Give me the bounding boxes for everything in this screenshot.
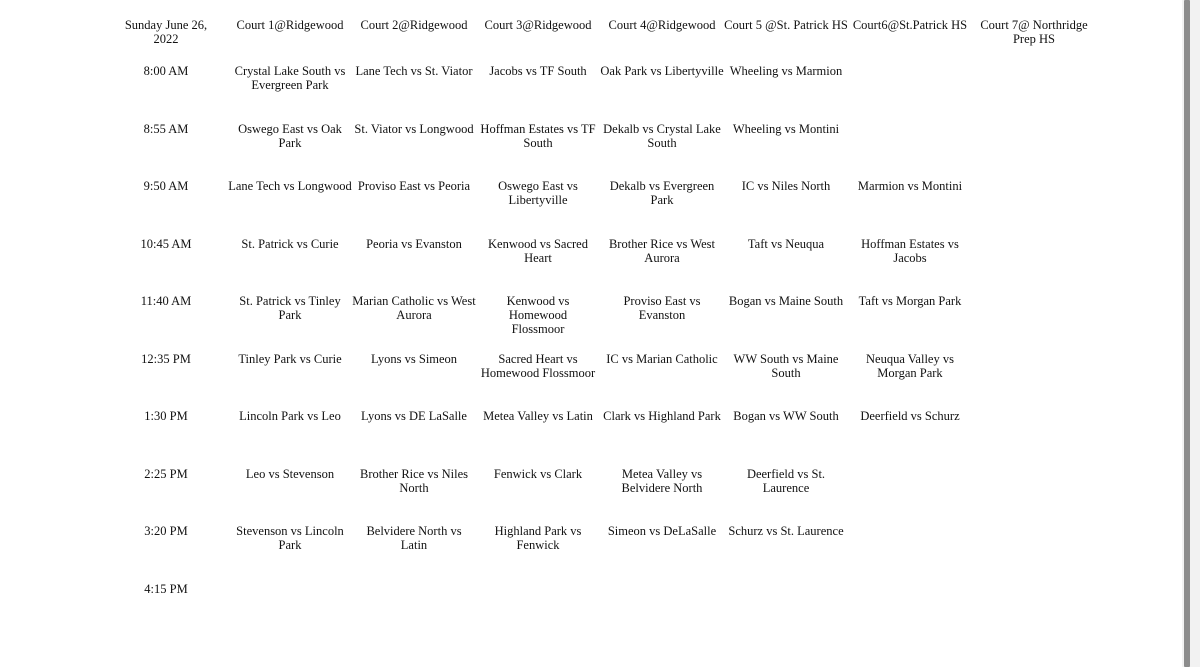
game-cell: [352, 467, 476, 525]
game-line-2: Evergreen Park: [251, 78, 329, 92]
game-cell: [600, 409, 724, 467]
time-label: 3:20 PM: [144, 524, 188, 538]
game-cell: [600, 582, 724, 640]
game-cell: [228, 237, 352, 295]
game-cell: [972, 294, 1096, 352]
schedule-body: [104, 64, 1096, 639]
game-line-1: Marmion vs Montini: [857, 179, 963, 193]
time-label: 8:55 AM: [143, 121, 189, 136]
game-line-1: Kenwood vs Sacred: [488, 236, 588, 251]
time-label: 1:30 PM: [144, 409, 188, 423]
game-line-2: Belvidere North: [621, 480, 703, 495]
game-line-1: Wheeling vs Montini: [732, 121, 840, 136]
court-4-header: [600, 18, 724, 64]
game-line-2: North: [399, 480, 429, 495]
game-line-1: Kenwood vs Homewood: [506, 294, 570, 322]
game-cell: [848, 409, 972, 467]
game-line-2: Jacobs: [893, 250, 927, 265]
game-line-1: Highland Park vs: [494, 524, 582, 538]
game-cell: [972, 467, 1096, 525]
game-cell: [352, 524, 476, 582]
game-line-2: Evanston: [638, 308, 686, 322]
game-cell: [848, 524, 972, 582]
game-line-1: Clark vs Highland Park: [603, 409, 721, 423]
game-line-1: Lincoln Park vs Leo: [239, 409, 341, 423]
game-cell: [724, 122, 848, 180]
game-line-1: Jacobs vs TF South: [489, 64, 587, 78]
game-line-1: Brother Rice vs Niles: [360, 466, 468, 481]
time-label: 9:50 AM: [143, 179, 189, 193]
game-cell: [972, 524, 1096, 582]
game-cell: [476, 294, 600, 352]
game-line-2: Park: [278, 135, 302, 150]
game-cell: [228, 294, 352, 352]
game-cell: [972, 64, 1096, 122]
game-line-2: Morgan Park: [877, 365, 943, 380]
time-slot-row: [104, 409, 1096, 467]
game-cell: [724, 294, 848, 352]
game-line-1: Tinley Park vs Curie: [238, 351, 342, 366]
game-cell: [352, 409, 476, 467]
game-line-2: Aurora: [644, 250, 680, 265]
game-line-1: Hoffman Estates vs: [861, 236, 959, 251]
game-cell: [352, 122, 476, 180]
time-label: 8:00 AM: [143, 64, 189, 78]
time-label: 4:15 PM: [144, 581, 188, 596]
game-cell: [476, 179, 600, 237]
date-header: [104, 18, 228, 64]
game-line-1: Proviso East vs Peoria: [357, 179, 471, 193]
court-1-label: Court 1@Ridgewood: [236, 18, 344, 32]
game-cell: [600, 237, 724, 295]
game-cell: [352, 294, 476, 352]
game-line-1: Deerfield vs St.: [746, 466, 826, 481]
time-slot-row: [104, 237, 1096, 295]
game-cell: [352, 179, 476, 237]
game-cell: [848, 64, 972, 122]
game-cell: [600, 122, 724, 180]
court-3-label: Court 3@Ridgewood: [484, 18, 592, 32]
game-line-1: Bogan vs WW South: [733, 409, 839, 423]
game-line-1: Sacred Heart vs: [498, 351, 578, 366]
game-line-2: Heart: [524, 250, 552, 265]
time-slot-row: [104, 582, 1096, 640]
court-5-label: Court 5 @St. Patrick HS: [724, 18, 848, 32]
game-line-2: Libertyville: [508, 193, 568, 207]
game-cell: [476, 352, 600, 410]
court-7-label: Court 7@ Northridge: [980, 18, 1088, 32]
game-line-2: South: [523, 135, 553, 150]
game-line-1: Schurz vs St. Laurence: [728, 524, 844, 538]
game-cell: [228, 524, 352, 582]
game-cell: [476, 582, 600, 640]
game-cell: [600, 64, 724, 122]
game-cell: [228, 352, 352, 410]
game-line-1: Fenwick vs Clark: [493, 466, 583, 481]
game-line-1: Crystal Lake South vs: [234, 64, 346, 78]
game-cell: [848, 582, 972, 640]
game-line-1: IC vs Niles North: [741, 179, 831, 193]
game-line-1: Leo vs Stevenson: [245, 466, 335, 481]
game-line-1: Oswego East vs: [498, 179, 578, 193]
game-cell: [228, 179, 352, 237]
game-line-2: Flossmoor: [511, 322, 565, 336]
game-cell: [724, 179, 848, 237]
game-cell: [848, 122, 972, 180]
game-line-1: St. Patrick vs Curie: [241, 236, 339, 251]
time-slot-row: [104, 64, 1096, 122]
game-cell: [476, 64, 600, 122]
game-cell: [848, 237, 972, 295]
game-cell: [228, 582, 352, 640]
game-cell: [476, 409, 600, 467]
game-cell: [352, 582, 476, 640]
header-row: [104, 18, 1096, 64]
game-cell: [972, 179, 1096, 237]
court-6-label: Court6@St.Patrick HS: [852, 18, 968, 32]
game-line-2: Park: [278, 308, 302, 322]
time-slot-row: [104, 294, 1096, 352]
game-line-1: IC vs Marian Catholic: [606, 351, 718, 366]
game-cell: [848, 467, 972, 525]
game-line-1: Belvidere North vs: [366, 524, 462, 538]
game-line-1: Marian Catholic vs West: [352, 294, 476, 308]
game-line-2: Homewood Flossmoor: [480, 365, 596, 380]
time-label: 10:45 AM: [140, 236, 192, 251]
court-7-label-line-2: Prep HS: [1012, 32, 1056, 46]
game-cell: [228, 122, 352, 180]
game-line-1: Neuqua Valley vs: [866, 351, 954, 366]
time-slot-row: [104, 467, 1096, 525]
game-cell: [352, 352, 476, 410]
court-7-header: [972, 18, 1096, 64]
game-cell: [848, 352, 972, 410]
game-line-1: Dekalb vs Evergreen: [609, 179, 715, 193]
game-cell: [476, 467, 600, 525]
game-cell: [972, 352, 1096, 410]
game-line-1: Deerfield vs Schurz: [860, 409, 960, 423]
game-line-1: St. Patrick vs Tinley: [239, 294, 341, 308]
game-line-1: Stevenson vs Lincoln: [236, 524, 344, 538]
schedule-table: [104, 18, 1096, 639]
game-line-1: Bogan vs Maine South: [728, 294, 844, 308]
game-cell: [476, 524, 600, 582]
game-line-1: St. Viator vs Longwood: [354, 121, 474, 136]
time-slot-row: [104, 122, 1096, 180]
game-cell: [352, 64, 476, 122]
game-line-1: Lyons vs DE LaSalle: [361, 409, 467, 423]
game-line-1: Taft vs Neuqua: [747, 236, 825, 251]
game-cell: [600, 179, 724, 237]
game-cell: [476, 237, 600, 295]
game-cell: [352, 237, 476, 295]
game-cell: [228, 409, 352, 467]
game-line-2: Aurora: [396, 308, 432, 322]
time-slot-row: [104, 179, 1096, 237]
game-line-2: Park: [278, 538, 302, 552]
game-cell: [600, 294, 724, 352]
game-cell: [724, 467, 848, 525]
game-line-2: Park: [650, 193, 674, 207]
date-line-1: Sunday June 26,: [124, 18, 208, 32]
game-line-1: Dekalb vs Crystal Lake: [603, 121, 721, 136]
game-line-1: Taft vs Morgan Park: [858, 294, 962, 308]
game-line-1: Brother Rice vs West: [608, 236, 716, 251]
time-label: 2:25 PM: [144, 466, 188, 481]
game-cell: [972, 409, 1096, 467]
game-line-1: Oswego East vs Oak: [238, 121, 342, 136]
game-cell: [600, 524, 724, 582]
game-line-1: Wheeling vs Marmion: [729, 64, 843, 78]
time-label: 11:40 AM: [140, 294, 192, 308]
game-cell: [228, 467, 352, 525]
game-cell: [724, 524, 848, 582]
game-line-2: South: [647, 135, 677, 150]
court-6-header: [848, 18, 972, 64]
court-5-header: [724, 18, 848, 64]
court-4-label: Court 4@Ridgewood: [608, 18, 716, 32]
game-cell: [724, 352, 848, 410]
game-line-1: Metea Valley vs: [621, 466, 703, 481]
court-3-header: [476, 18, 600, 64]
game-line-2: Laurence: [762, 480, 810, 495]
game-line-1: Lane Tech vs St. Viator: [355, 64, 473, 78]
game-line-1: Peoria vs Evanston: [366, 236, 462, 251]
game-cell: [724, 582, 848, 640]
vertical-scrollbar[interactable]: [1182, 0, 1200, 667]
game-cell: [600, 467, 724, 525]
game-cell: [476, 122, 600, 180]
game-cell: [724, 409, 848, 467]
game-cell: [972, 582, 1096, 640]
game-cell: [972, 122, 1096, 180]
game-line-1: Oak Park vs Libertyville: [600, 64, 724, 78]
game-line-1: Metea Valley vs Latin: [483, 409, 593, 423]
date-line-2: 2022: [153, 32, 179, 46]
scrollbar-thumb[interactable]: [1184, 0, 1190, 667]
game-cell: [724, 237, 848, 295]
time-slot-row: [104, 352, 1096, 410]
game-cell: [972, 237, 1096, 295]
game-line-1: Simeon vs DeLaSalle: [607, 524, 717, 538]
game-cell: [848, 179, 972, 237]
time-slot-row: [104, 524, 1096, 582]
game-cell: [228, 64, 352, 122]
game-line-2: Latin: [400, 538, 428, 552]
game-line-1: Hoffman Estates vs TF: [480, 121, 596, 136]
game-cell: [724, 64, 848, 122]
game-cell: [848, 294, 972, 352]
game-line-1: Lyons vs Simeon: [370, 351, 458, 366]
game-line-1: Proviso East vs: [623, 294, 701, 308]
game-line-1: WW South vs Maine: [733, 351, 839, 366]
court-1-header: [228, 18, 352, 64]
court-2-label: Court 2@Ridgewood: [360, 18, 468, 32]
game-line-2: South: [771, 365, 801, 380]
game-cell: [600, 352, 724, 410]
game-line-2: Fenwick: [516, 538, 560, 552]
time-label: 12:35 PM: [141, 351, 191, 366]
court-2-header: [352, 18, 476, 64]
game-line-1: Lane Tech vs Longwood: [228, 179, 352, 193]
